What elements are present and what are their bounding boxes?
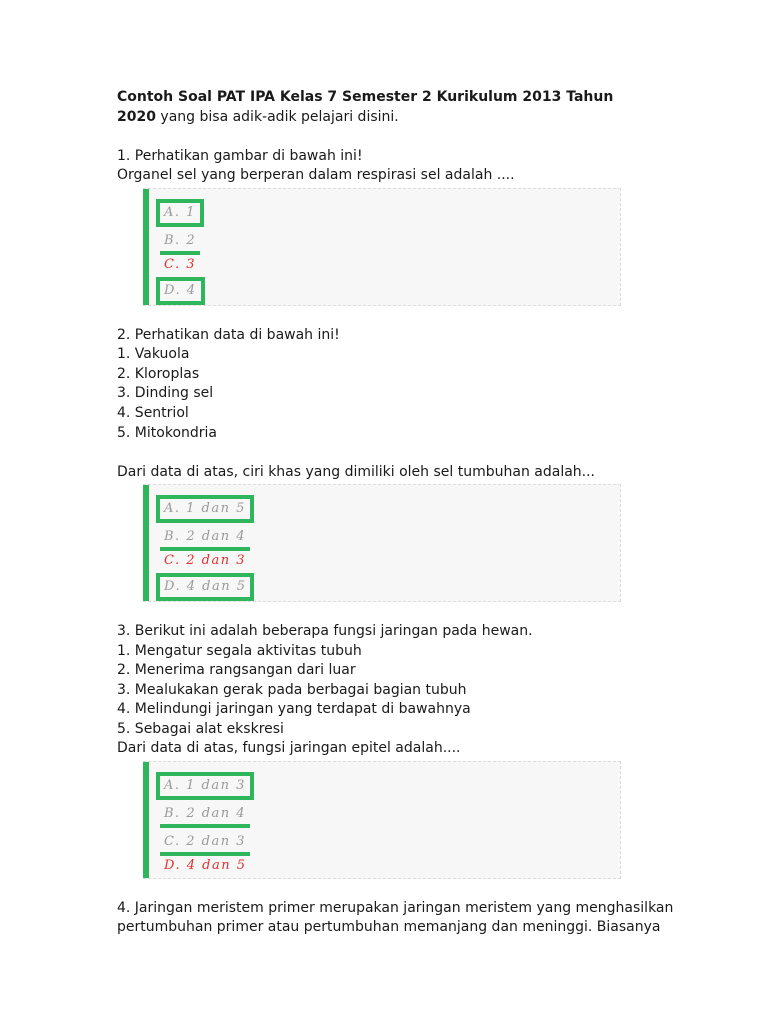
- intro-title-bold: Contoh Soal PAT IPA Kelas 7 Semester 2 Kurikulum 2013 Tahun: [117, 89, 614, 105]
- q2-item-5: 5. Mitokondria: [117, 424, 217, 441]
- q1-line-1: 1. Perhatikan gambar di bawah ini!: [117, 147, 363, 164]
- q3-option-b[interactable]: B. 2 dan 4: [160, 804, 250, 828]
- q1-option-b[interactable]: B. 2: [160, 231, 200, 255]
- q3-option-a[interactable]: A. 1 dan 3: [160, 776, 250, 796]
- document-body: [117, 88, 674, 938]
- q1-option-a[interactable]: A. 1: [160, 203, 200, 223]
- q1-line-2: Organel sel yang berperan dalam respirasi sel adalah ....: [117, 167, 515, 184]
- q3-item-1: 1. Mengatur segala aktivitas tubuh: [117, 642, 362, 659]
- q3-item-4: 4. Melindungi jaringan yang terdapat di bawahnya: [117, 701, 471, 718]
- q2-question: Dari data di atas, ciri khas yang dimiliki oleh sel tumbuhan adalah...: [117, 463, 596, 480]
- q2-option-a[interactable]: A. 1 dan 5: [160, 499, 250, 519]
- intro-rest: yang bisa adik-adik pelajari disini.: [155, 108, 399, 125]
- q2-option-b[interactable]: B. 2 dan 4: [160, 527, 250, 551]
- q2-option-c[interactable]: C. 2 dan 3: [164, 553, 246, 569]
- q1-option-d[interactable]: D. 4: [160, 281, 201, 301]
- q2-option-d[interactable]: D. 4 dan 5: [160, 577, 250, 597]
- q2-item-4: 4. Sentriol: [117, 404, 189, 421]
- q3-item-2: 2. Menerima rangsangan dari luar: [117, 662, 356, 679]
- q3-item-3: 3. Mealukakan gerak pada berbagai bagian tubuh: [117, 681, 467, 698]
- q2-choices: [143, 484, 621, 602]
- intro-line-2: [117, 108, 657, 128]
- q4-line-2: pertumbuhan primer atau pertumbuhan memanjang dan meninggi. Biasanya: [117, 919, 661, 936]
- q3-item-5: 5. Sebagai alat ekskresi: [117, 720, 284, 737]
- q3-option-d[interactable]: D. 4 dan 5: [164, 858, 247, 874]
- q2-item-1: 1. Vakuola: [117, 346, 190, 363]
- q3-option-c[interactable]: C. 2 dan 3: [160, 832, 250, 856]
- intro-line-1: [117, 88, 657, 108]
- q2-item-2: 2. Kloroplas: [117, 365, 200, 382]
- q1-option-c[interactable]: C. 3: [164, 256, 197, 272]
- q1-choices: [143, 188, 621, 306]
- q3-question: Dari data di atas, fungsi jaringan epitel adalah....: [117, 740, 461, 757]
- q3-line-1: 3. Berikut ini adalah beberapa fungsi jaringan pada hewan.: [117, 622, 533, 639]
- intro-year: 2020: [117, 108, 156, 125]
- q2-line-1: 2. Perhatikan data di bawah ini!: [117, 326, 340, 343]
- q3-choices: [143, 761, 621, 879]
- q2-item-3: 3. Dinding sel: [117, 385, 214, 402]
- q4-line-1: 4. Jaringan meristem primer merupakan jaringan meristem yang menghasilkan: [117, 899, 674, 916]
